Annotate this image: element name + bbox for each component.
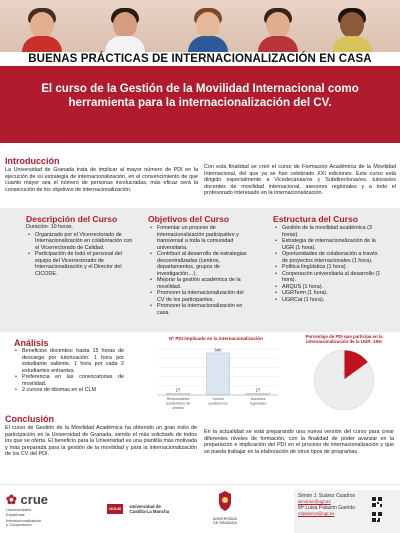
list-item: • ARQUS (1 hora). [273, 284, 383, 291]
tick-label: académicos [208, 401, 228, 406]
conclusion-heading: Conclusión [5, 414, 54, 424]
uclm-logo-box: UCLM [107, 504, 123, 514]
intro-text-right: Con esta finalidad se creó el curso de Formación Académica de la Movilidad Internacional, del que ya se han celebrado XXI ediciones. Este curso está dirigido especialmente a Vicedecanas/os y Subdirectoras/es, tutoras/es docentes de movilidad internacional, asesores regionales y a todo el profesorado interesado en la internacionalización. [204, 164, 396, 196]
objetivos-list [148, 225, 248, 316]
author-name: Simón J. Suárez Cuadros [298, 493, 355, 499]
list-item: • UGRCat (1 hora). [273, 297, 383, 304]
student-photo [105, 6, 145, 56]
pie-chart [292, 334, 396, 418]
list-item: • Participación de todo el personal del equipo del Vicerrectorado de Internacionalización y el Director del CICODE. [26, 251, 136, 277]
estructura-list [273, 225, 383, 303]
tick-label: regionales [249, 401, 267, 406]
data-label: 27 [255, 387, 261, 393]
ugr-seal-icon [217, 490, 233, 512]
banner-title-line: El curso de la Gestión de la Movilidad Internacional como [41, 82, 359, 95]
ugr-name: UNIVERSIDAD DE GRANADA [212, 517, 238, 526]
list-item: • 2 cursos de idiomas en el CLM [14, 387, 124, 394]
tick-label: académicos de [165, 401, 191, 406]
list-item: • Organizado por el Vicerrectorado de Internacionalización en colaboración con el Vicerrectorado de Calidad. [26, 232, 136, 252]
list-item: • Fomentar un proceso de internacionalización participativo y transversal a toda la comunidad universitaria. [148, 225, 248, 251]
crue-logo [6, 492, 66, 528]
crue-subtitle: Universidades Españolas Internacionalización y Cooperación [6, 507, 42, 528]
author-email[interactable]: mlpalazon@ugr.es [298, 511, 335, 517]
crue-logo-text: ✿ crue [6, 492, 48, 507]
bar-chart [150, 336, 282, 418]
tick-label: Tutores [211, 397, 225, 401]
uclm-logo [107, 500, 187, 518]
banner-title-line: herramienta para la internacionalización del CV. [68, 96, 332, 109]
list-item: • Beneficios docentes: hasta 15 horas de descarga por tutorización: 1 hora por estudiante saliente, 1 hora por cada 2 estudiantes entrantes. [14, 348, 124, 374]
analisis-list [14, 348, 124, 394]
intro-section [5, 156, 198, 193]
analisis-heading: Análisis [14, 338, 49, 348]
author-email[interactable]: simonsc@ugr.es [298, 499, 331, 505]
duration-text: Duración: 10 horas. [26, 224, 74, 230]
bar [166, 393, 189, 395]
conclusion-text-right: En la actualidad se está preparando una nueva versión del curso para crear diferentes niveles de formación, con la finalidad de poder avanzar en la preparación e implicación del PDI en el proceso de internacionalización y que se pueda trabajar en la elaboración de otros tipos de programas. [204, 429, 394, 455]
conclusion-section [5, 414, 197, 458]
student-photo [258, 6, 298, 56]
descripcion-list [26, 232, 136, 278]
tick-label: Asesores [250, 397, 266, 401]
estructura-section [273, 214, 383, 303]
bar-chart-title: Nº PDI implicado en la internacionalización [169, 336, 263, 341]
student-photo [188, 6, 228, 56]
uclm-name: Universidad de Castilla-La Mancha [129, 503, 170, 514]
intro-heading: Introducción [5, 156, 60, 166]
tick-label: centros [172, 405, 184, 410]
list-item: • Contribuir al desarrollo de estrategias descentralizadas (centros, departamentos, grupos de investigación…). [148, 251, 248, 277]
qr-code-icon [372, 497, 382, 507]
title-banner [0, 66, 400, 143]
qr-code-icon [372, 512, 382, 522]
list-item: • Estrategia de internacionalización de la UGR (1 hora). [273, 238, 383, 251]
bar-chart-svg [150, 341, 282, 417]
conclusion-text: El curso de Gestión de la Movilidad Académica ha obtenido un gran éxito de participación en la Universidad de Granada, siendo el más solicitado de todos los que se oferta. El beneficio para la Universidad es una plantilla más motivada y más preparada para la gestión de la movilidad y para la internacionalización de los CV del PDI. [5, 425, 197, 457]
bar [246, 393, 269, 395]
list-item: • Mejorar la gestión académica de la movilidad. [148, 277, 248, 290]
data-label: 640 [214, 347, 222, 353]
tick-label: Responsables [166, 397, 190, 401]
list-item: • UGRTerm (1 hora). [273, 290, 383, 297]
pie-chart-title: Porcentaje de PDI que participa en la internacionalización de la UGR: 15% [305, 334, 383, 345]
list-item: • Política lingüística (1 hora). [273, 264, 383, 271]
banner-title [10, 82, 390, 110]
list-item: • Preferencia en las convocatorias de movilidad. [14, 374, 124, 387]
list-item: • Promover la internacionalización en casa. [148, 303, 248, 316]
analisis-section [14, 338, 124, 394]
student-photo [332, 6, 372, 56]
pie-chart-svg [292, 344, 396, 414]
data-label: 27 [175, 387, 181, 393]
ugr-logo [205, 490, 245, 525]
list-item: • Oportunidades de colaboración a través de proyectos internacionales (1 hora). [273, 251, 383, 264]
bar [206, 353, 229, 395]
list-item: • Cooperación universitaria al desarrollo (1 hora). [273, 271, 383, 284]
estructura-heading: Estructura del Curso [273, 214, 359, 224]
intro-text: La Universidad de Granada trata de implicar al mayor número de PDI en la ejecución de su estrategia de internacionalización, en el convencimiento de que cuanto mayor sea el número de personas involucradas, más eficaz será la consecución de los objetivos de internacionalización. [5, 167, 198, 193]
objetivos-section [148, 214, 248, 316]
authors-box [294, 490, 400, 533]
student-photo [22, 6, 62, 56]
list-item: • Gestión de la movilidad académica (3 horas). [273, 225, 383, 238]
list-item: • Promover la internacionalización del CV de los participantes. [148, 290, 248, 303]
header-photo [0, 0, 400, 56]
poster-title: BUENAS PRÁCTICAS DE INTERNACIONALIZACIÓN EN CASA [0, 52, 400, 66]
descripcion-section [26, 214, 136, 277]
descripcion-heading: Descripción del Curso [26, 214, 118, 224]
objetivos-heading: Objetivos del Curso [148, 214, 230, 224]
author-name: Mª Luisa Palazón Garrido [298, 505, 355, 512]
